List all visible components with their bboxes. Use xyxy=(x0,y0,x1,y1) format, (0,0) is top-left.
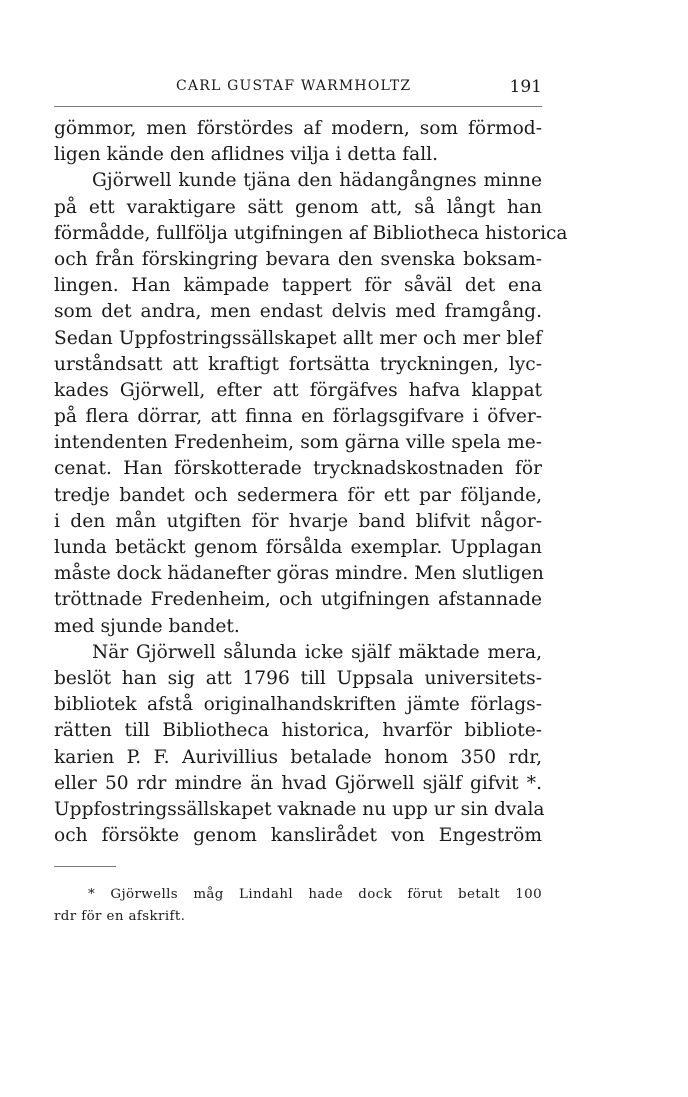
text-line: Gjörwell kunde tjäna den hädangångnes minne xyxy=(92,170,542,192)
text-line: på ett varaktigare sätt genom att, så långt han xyxy=(54,196,542,218)
footnote-line: * Gjörwells måg Lindahl hade dock förut betalt 100 xyxy=(88,887,542,902)
footnote-line: rdr för en afskrift. xyxy=(54,909,186,924)
text-line: Sedan Uppfostringssällskapet allt mer och mer blef xyxy=(54,327,542,349)
text-line: När Gjörwell sålunda icke själf mäktade mera, xyxy=(92,641,542,663)
text-line: urståndsatt att kraftigt fortsätta tryckningen, lyc- xyxy=(54,353,542,375)
text-line: med sjunde bandet. xyxy=(54,615,240,637)
text-line: förmådde, fullfölja utgifningen af Bibliotheca historica xyxy=(54,222,568,244)
text-line: Uppfostringssällskapet vaknade nu upp ur sin dvala xyxy=(54,798,545,820)
text-line: ligen kände den aflidnes vilja i detta fall. xyxy=(54,144,439,166)
text-line: och från förskingring bevara den svenska boksam- xyxy=(54,248,542,270)
footnote xyxy=(54,884,542,928)
text-line: karien P. F. Aurivillius betalade honom 350 rdr, xyxy=(54,746,542,768)
text-line: lingen. Han kämpade tappert för såväl det ena xyxy=(54,275,542,297)
body-text xyxy=(54,116,568,849)
text-line: beslöt han sig att 1796 till Uppsala universitets- xyxy=(54,667,542,689)
page-number: 191 xyxy=(509,77,542,97)
text-line: på flera dörrar, att finna en förlagsgifvare i öfver- xyxy=(54,406,542,428)
text-line: måste dock hädanefter göras mindre. Men slutligen xyxy=(54,563,544,585)
text-line: eller 50 rdr mindre än hvad Gjörwell själf gifvit *. xyxy=(54,772,542,794)
text-line: gömmor, men förstördes af modern, som förmod- xyxy=(54,118,542,139)
running-head xyxy=(54,78,542,100)
text-line: och försökte genom kanslirådet von Engeström xyxy=(54,825,542,847)
running-title: CARL GUSTAF WARMHOLTZ xyxy=(176,78,412,94)
header-rule xyxy=(54,106,542,107)
text-line: rätten till Bibliotheca historica, hvarför bibliote- xyxy=(54,720,542,742)
footnote-rule xyxy=(54,866,116,867)
text-line: cenat. Han förskotterade trycknadskostnaden för xyxy=(54,458,542,480)
text-line: lunda betäckt genom försålda exemplar. Upplagan xyxy=(54,537,542,558)
text-line: intendenten Fredenheim, som gärna ville spela me- xyxy=(54,432,542,454)
text-line: bibliotek afstå originalhandskriften jämte förlags- xyxy=(54,694,542,716)
text-line: kades Gjörwell, efter att förgäfves hafva klappat xyxy=(54,379,542,401)
text-line: tröttnade Fredenheim, och utgifningen afstannade xyxy=(54,589,542,611)
text-line: som det andra, men endast delvis med framgång. xyxy=(54,301,542,323)
text-line: tredje bandet och sedermera för ett par följande, xyxy=(54,484,542,506)
text-line: i den mån utgiften för hvarje band blifvit någor- xyxy=(54,510,542,532)
